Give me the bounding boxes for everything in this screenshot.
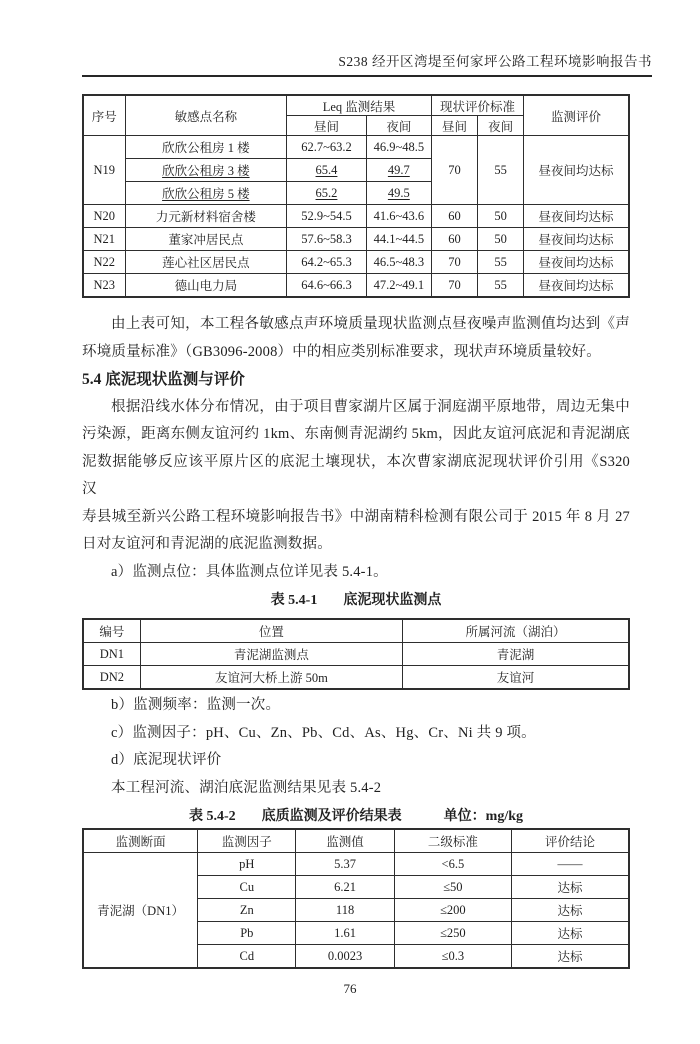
cell-factor: Zn (198, 899, 296, 922)
cell-leq-night: 49.5 (366, 182, 431, 205)
table-row (83, 205, 629, 228)
table-542-unit: 单位：mg/kg (443, 809, 523, 824)
cell-factor: Pb (198, 922, 296, 945)
table-541-title (82, 590, 630, 612)
cell-id: DN1 (83, 643, 140, 666)
sediment-result-table (82, 828, 630, 969)
cell-river: 青泥湖 (402, 643, 629, 666)
list-item-c: c）监测因子：pH、Cu、Zn、Pb、Cd、As、Hg、Cr、Ni 共 9 项。 (111, 724, 536, 741)
cell-std-night: 50 (478, 205, 524, 228)
subheader-night: 夜间 (366, 116, 431, 136)
cell-seq: N21 (83, 228, 125, 251)
cell-name: 董家冲居民点 (125, 228, 287, 251)
cell-eval: 昼夜间均达标 (524, 136, 629, 205)
subheader-night: 夜间 (478, 116, 524, 136)
cell-standard: ≤250 (394, 922, 511, 945)
table-541-caption: 底泥现状监测点 (343, 593, 442, 608)
cell-factor: pH (198, 853, 296, 876)
col-header-leq: Leq 监测结果 (287, 95, 432, 116)
cell-value: 6.21 (296, 876, 394, 899)
col-header-location: 位置 (140, 619, 402, 643)
table-row (83, 274, 629, 298)
cell-leq-day: 64.2~65.3 (287, 251, 367, 274)
table-row (83, 251, 629, 274)
cell-conclusion: 达标 (512, 945, 629, 969)
subheader-day: 昼间 (431, 116, 477, 136)
paragraph-line: 寿县城至新兴公路工程环境影响报告书》中湖南精科检测有限公司于 2015 年 8 月 27 (82, 508, 630, 525)
cell-leq-day: 52.9~54.5 (287, 205, 367, 228)
noise-summary-paragraph (82, 311, 630, 366)
col-header-section: 监测断面 (83, 829, 198, 853)
cell-name: 力元新材料宿舍楼 (125, 205, 287, 228)
sediment-site-table (82, 618, 630, 690)
cell-eval: 昼夜间均达标 (524, 205, 629, 228)
document-page (0, 54, 700, 1044)
cell-std-night: 50 (478, 228, 524, 251)
cell-factor: Cu (198, 876, 296, 899)
cell-eval: 昼夜间均达标 (524, 228, 629, 251)
cell-std-day: 60 (431, 205, 477, 228)
col-header-name: 敏感点名称 (125, 95, 287, 136)
table-row (83, 853, 629, 876)
cell-leq-night: 46.9~48.5 (366, 136, 431, 159)
table-row (83, 136, 629, 159)
list-item-a: a）监测点位：具体监测点位详见表 5.4-1。 (111, 563, 388, 580)
cell-factor: Cd (198, 945, 296, 969)
col-header-standard: 二级标准 (394, 829, 511, 853)
cell-leq-day: 64.6~66.3 (287, 274, 367, 298)
table-542-caption: 底质监测及评价结果表 (261, 809, 402, 824)
cell-std-day: 70 (431, 274, 477, 298)
cell-section: 青泥湖（DN1） (83, 853, 198, 969)
cell-standard: <6.5 (394, 853, 511, 876)
cell-river: 友谊河 (402, 666, 629, 690)
cell-location: 友谊河大桥上游 50m (140, 666, 402, 690)
list-item-b: b）监测频率：监测一次。 (111, 697, 281, 713)
cell-std-day: 70 (431, 136, 477, 205)
col-header-id: 编号 (83, 619, 140, 643)
cell-value: 118 (296, 899, 394, 922)
cell-seq: N22 (83, 251, 125, 274)
result-reference-line: 本工程河流、湖泊底泥监测结果见表 5.4-2 (111, 779, 382, 796)
cell-standard: ≤0.3 (394, 945, 511, 969)
cell-name: 莲心社区居民点 (125, 251, 287, 274)
list-items-block (82, 692, 630, 802)
table-header-row (83, 95, 629, 116)
paragraph-line: 泥数据能够反应该平原片区的底泥土壤现状，本次曹家湖底泥现状评价引用《S320 汉 (82, 453, 630, 497)
cell-conclusion: 达标 (512, 899, 629, 922)
cell-leq-night: 46.5~48.3 (366, 251, 431, 274)
paragraph-line: 根据沿线水体分布情况，由于项目曹家湖片区属于洞庭湖平原地带，周边无集中 (111, 398, 630, 415)
cell-value: 5.37 (296, 853, 394, 876)
col-header-factor: 监测因子 (198, 829, 296, 853)
cell-standard: ≤200 (394, 899, 511, 922)
table-542-label: 表 5.4-2 (188, 809, 236, 824)
cell-conclusion: —— (512, 853, 629, 876)
cell-leq-day: 62.7~63.2 (287, 136, 367, 159)
cell-std-night: 55 (478, 251, 524, 274)
table-row (83, 643, 629, 666)
cell-conclusion: 达标 (512, 876, 629, 899)
table-541-label: 表 5.4-1 (270, 593, 318, 608)
col-header-river: 所属河流（湖泊） (402, 619, 629, 643)
cell-seq: N19 (83, 136, 125, 205)
report-header (82, 54, 652, 70)
table-row (83, 228, 629, 251)
col-header-eval: 监测评价 (524, 95, 629, 136)
list-item-d: d）底泥现状评价 (111, 752, 222, 768)
paragraph-line: 由上表可知，本工程各敏感点声环境质量现状监测点昼夜噪声监测值均达到《声 (111, 316, 630, 332)
table-header-row (83, 619, 629, 643)
cell-conclusion: 达标 (512, 922, 629, 945)
cell-eval: 昼夜间均达标 (524, 274, 629, 298)
cell-leq-night: 47.2~49.1 (366, 274, 431, 298)
cell-seq: N23 (83, 274, 125, 298)
report-title: S238 经开区湾堤至何家坪公路工程环境影响报告书 (338, 54, 652, 69)
cell-name: 欣欣公租房 3 楼 (125, 159, 287, 182)
cell-name: 欣欣公租房 1 楼 (125, 136, 287, 159)
col-header-standard: 现状评价标准 (431, 95, 523, 116)
cell-seq: N20 (83, 205, 125, 228)
header-rule (82, 75, 652, 77)
col-header-conclusion: 评价结论 (512, 829, 629, 853)
paragraph-line: 日对友谊河和青泥湖的底泥监测数据。 (82, 536, 332, 552)
paragraph-line: 污染源，距离东侧友谊河约 1km、东南侧青泥湖约 5km，因此友谊河底泥和青泥湖底 (82, 426, 630, 442)
table-header-row (83, 829, 629, 853)
table-542-title (82, 806, 630, 828)
page-number: 76 (343, 981, 357, 996)
cell-value: 1.61 (296, 922, 394, 945)
noise-monitoring-table (82, 94, 630, 298)
cell-id: DN2 (83, 666, 140, 690)
cell-leq-day: 65.4 (287, 159, 367, 182)
cell-leq-night: 49.7 (366, 159, 431, 182)
section-heading: 5.4 底泥现状监测与评价 (82, 371, 245, 388)
cell-eval: 昼夜间均达标 (524, 251, 629, 274)
cell-value: 0.0023 (296, 945, 394, 969)
cell-name: 德山电力局 (125, 274, 287, 298)
table-row (83, 666, 629, 690)
col-header-value: 监测值 (296, 829, 394, 853)
cell-leq-day: 57.6~58.3 (287, 228, 367, 251)
cell-leq-night: 44.1~44.5 (366, 228, 431, 251)
cell-std-day: 70 (431, 251, 477, 274)
subheader-day: 昼间 (287, 116, 367, 136)
cell-leq-day: 65.2 (287, 182, 367, 205)
paragraph-line: 环境质量标准》（GB3096-2008）中的相应类别标准要求，现状声环境质量较好。 (82, 343, 601, 360)
col-header-seq: 序号 (83, 95, 125, 136)
cell-std-day: 60 (431, 228, 477, 251)
cell-location: 青泥湖监测点 (140, 643, 402, 666)
cell-leq-night: 41.6~43.6 (366, 205, 431, 228)
cell-name: 欣欣公租房 5 楼 (125, 182, 287, 205)
cell-standard: ≤50 (394, 876, 511, 899)
sediment-intro-paragraph (82, 394, 630, 559)
page-content (82, 94, 630, 969)
cell-std-night: 55 (478, 274, 524, 298)
cell-std-night: 55 (478, 136, 524, 205)
